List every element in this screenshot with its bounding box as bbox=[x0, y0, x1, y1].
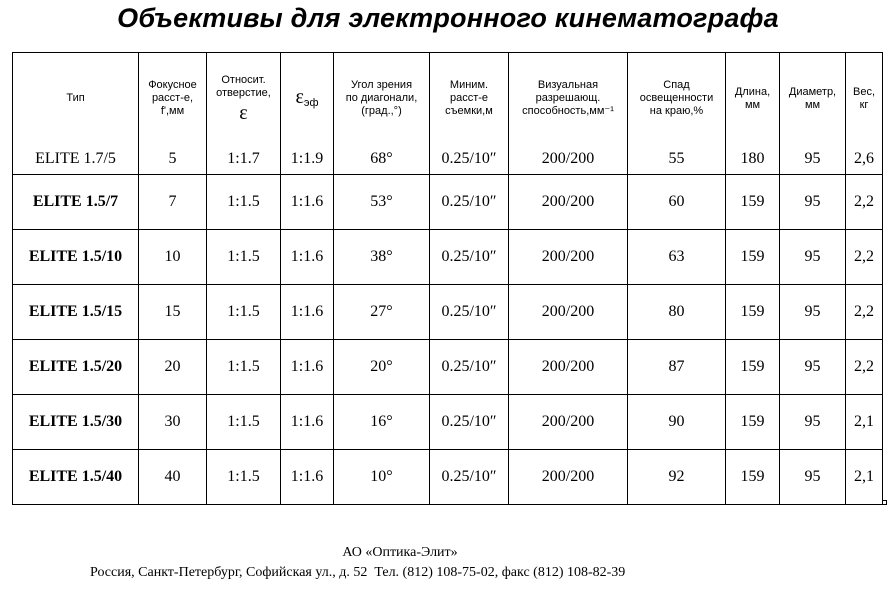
table-cell: 95 bbox=[780, 340, 846, 395]
table-row bbox=[13, 230, 883, 285]
epsilon-symbol: ε bbox=[239, 101, 248, 124]
table-cell: 180 bbox=[726, 144, 780, 175]
table-row bbox=[13, 395, 883, 450]
header-field-angle: Угол зрения по диагонали, (град.,°) bbox=[334, 53, 430, 145]
table-cell: 2,2 bbox=[846, 340, 883, 395]
company-name: АО «Оптика-Элит» bbox=[342, 545, 458, 560]
table-cell: 1:1.5 bbox=[207, 285, 281, 340]
table-cell: 159 bbox=[726, 230, 780, 285]
table-cell: 2,6 bbox=[846, 144, 883, 175]
table-cell: 53° bbox=[334, 175, 430, 230]
table-cell: 1:1.6 bbox=[281, 450, 334, 505]
table-cell: 30 bbox=[139, 395, 207, 450]
table-cell: 0.25/10″ bbox=[430, 175, 509, 230]
table-cell: 80 bbox=[628, 285, 726, 340]
table-cell: 90 bbox=[628, 395, 726, 450]
table-cell: 20° bbox=[334, 340, 430, 395]
company-address: Россия, Санкт-Петербург, Софийская ул., д. 52 Тел. (812) 108-75-02, факс (812) 108-82-39 bbox=[90, 565, 626, 580]
epsilon-symbol: ε bbox=[295, 86, 304, 109]
table-cell: 2,2 bbox=[846, 175, 883, 230]
header-weight: Вес, кг bbox=[846, 53, 883, 145]
table-cell: 1:1.5 bbox=[207, 340, 281, 395]
header-diameter: Диаметр, мм bbox=[780, 53, 846, 145]
table-cell: 1:1.6 bbox=[281, 285, 334, 340]
table-cell: 200/200 bbox=[509, 285, 628, 340]
table-cell: 0.25/10″ bbox=[430, 450, 509, 505]
table-cell: 55 bbox=[628, 144, 726, 175]
table-cell: 63 bbox=[628, 230, 726, 285]
table-cell: 159 bbox=[726, 285, 780, 340]
table-cell: 0.25/10″ bbox=[430, 395, 509, 450]
table-cell: 87 bbox=[628, 340, 726, 395]
table-cell: 1:1.5 bbox=[207, 175, 281, 230]
table-row bbox=[13, 340, 883, 395]
table-cell: 1:1.5 bbox=[207, 395, 281, 450]
header-min-distance: Миним. расст-е съемки,м bbox=[430, 53, 509, 145]
table-cell: 10° bbox=[334, 450, 430, 505]
lens-type-cell: ELITE 1.5/7 bbox=[13, 175, 139, 230]
table-cell: 1:1.6 bbox=[281, 395, 334, 450]
table-cell: 159 bbox=[726, 175, 780, 230]
table-cell: 1:1.6 bbox=[281, 230, 334, 285]
table-cell: 95 bbox=[780, 144, 846, 175]
table-cell: 2,2 bbox=[846, 230, 883, 285]
table-cell: 200/200 bbox=[509, 395, 628, 450]
table-cell: 1:1.6 bbox=[281, 175, 334, 230]
table-cell: 159 bbox=[726, 395, 780, 450]
lens-type-cell: ELITE 1.5/40 bbox=[13, 450, 139, 505]
table-cell: 95 bbox=[780, 175, 846, 230]
table-cell: 0.25/10″ bbox=[430, 144, 509, 175]
table-row bbox=[13, 450, 883, 505]
table-cell: 15 bbox=[139, 285, 207, 340]
table-cell: 60 bbox=[628, 175, 726, 230]
table-cell: 7 bbox=[139, 175, 207, 230]
header-focal-length: Фокусное расст-е, f',мм bbox=[139, 53, 207, 145]
table-cell: 95 bbox=[780, 285, 846, 340]
header-relative-aperture: Относит. отверстие, ε bbox=[207, 53, 281, 145]
table-cell: 38° bbox=[334, 230, 430, 285]
table-row bbox=[13, 175, 883, 230]
lens-type-cell: ELITE 1.5/30 bbox=[13, 395, 139, 450]
lens-spec-table bbox=[12, 52, 883, 505]
table-cell: 0.25/10″ bbox=[430, 230, 509, 285]
table-cell: 68° bbox=[334, 144, 430, 175]
table-cell: 1:1.6 bbox=[281, 340, 334, 395]
lens-type-cell: ELITE 1.5/20 bbox=[13, 340, 139, 395]
header-resolution: Визуальная разрешающ. способность,мм⁻¹ bbox=[509, 53, 628, 145]
table-header-row bbox=[13, 53, 883, 145]
table-cell: 200/200 bbox=[509, 144, 628, 175]
table-cell: 2,1 bbox=[846, 395, 883, 450]
table-cell: 2,2 bbox=[846, 285, 883, 340]
header-effective-aperture: $\varepsilon_{эф}$ bbox=[281, 53, 334, 145]
table-cell: 27° bbox=[334, 285, 430, 340]
table-cell: 200/200 bbox=[509, 175, 628, 230]
table-cell: 200/200 bbox=[509, 340, 628, 395]
table-cell: 0.25/10″ bbox=[430, 285, 509, 340]
table-cell: 1:1.5 bbox=[207, 450, 281, 505]
header-illumination-falloff: Спад освещенности на краю,% bbox=[628, 53, 726, 145]
table-cell: 10 bbox=[139, 230, 207, 285]
table-corner-handle bbox=[882, 500, 887, 505]
table-cell: 200/200 bbox=[509, 230, 628, 285]
table-row bbox=[13, 144, 883, 175]
lens-type-cell: ELITE 1.5/10 bbox=[13, 230, 139, 285]
table-cell: 159 bbox=[726, 450, 780, 505]
table-cell: 1:1.9 bbox=[281, 144, 334, 175]
table-cell: 1:1.5 bbox=[207, 230, 281, 285]
table-cell: 0.25/10″ bbox=[430, 340, 509, 395]
table-cell: 92 bbox=[628, 450, 726, 505]
table-cell: 200/200 bbox=[509, 450, 628, 505]
header-type: Тип bbox=[13, 53, 139, 145]
header-length: Длина, мм bbox=[726, 53, 780, 145]
table-cell: 20 bbox=[139, 340, 207, 395]
lens-type-cell: ELITE 1.5/15 bbox=[13, 285, 139, 340]
table-cell: 159 bbox=[726, 340, 780, 395]
table-cell: 40 bbox=[139, 450, 207, 505]
lens-type-cell: ELITE 1.7/5 bbox=[13, 144, 139, 175]
table-cell: 5 bbox=[139, 144, 207, 175]
table-cell: 1:1.7 bbox=[207, 144, 281, 175]
table-cell: 95 bbox=[780, 395, 846, 450]
table-cell: 2,1 bbox=[846, 450, 883, 505]
table-cell: 95 bbox=[780, 450, 846, 505]
table-row bbox=[13, 285, 883, 340]
page-title: Объективы для электронного кинематографа bbox=[117, 3, 779, 33]
table-cell: 95 bbox=[780, 230, 846, 285]
table-cell: 16° bbox=[334, 395, 430, 450]
